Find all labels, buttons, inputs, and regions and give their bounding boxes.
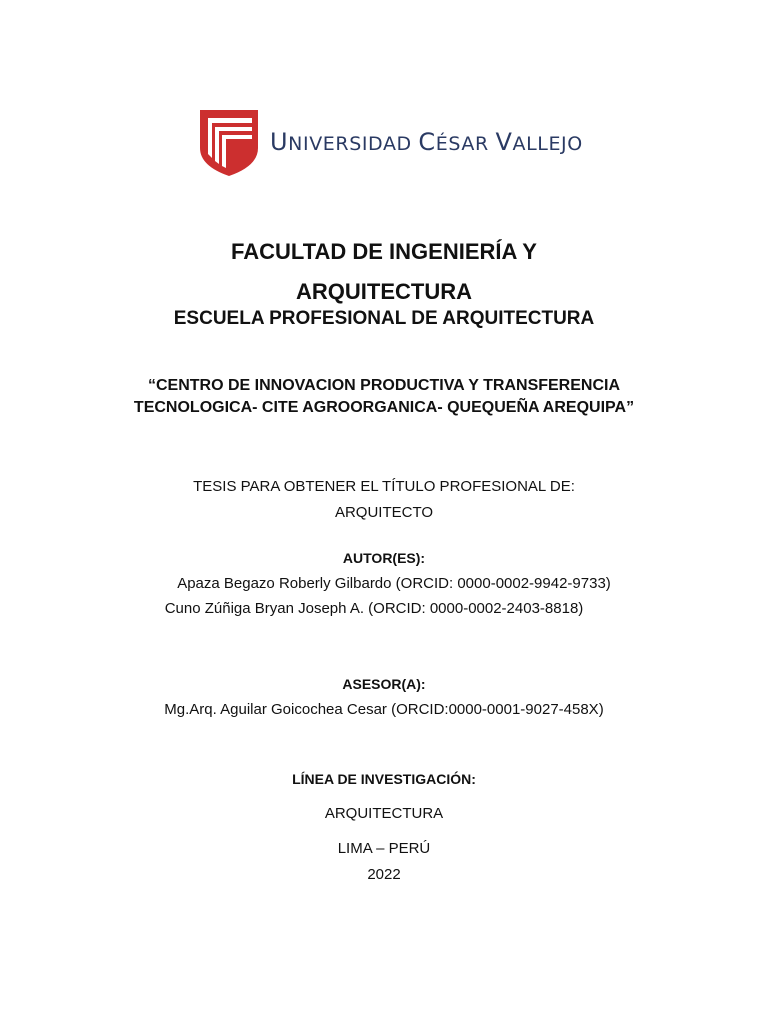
advisor-heading: ASESOR(A): <box>342 676 426 692</box>
school-heading: ESCUELA PROFESIONAL DE ARQUITECTURA <box>173 308 595 329</box>
faculty-heading <box>0 232 768 312</box>
university-logo <box>198 108 628 180</box>
thesis-title: “CENTRO DE INNOVACION PRODUCTIVA Y TRANSFERENCIA TECNOLOGICA- CITE AGROORGANICA- QUEQUEÑA AREQUIPA” <box>133 377 635 416</box>
author-item: Apaza Begazo Roberly Gilbardo (ORCID: 0000-0002-9942-9733) <box>177 575 611 592</box>
advisor-name: Mg.Arq. Aguilar Goicochea Cesar (ORCID:0000-0001-9027-458X) <box>164 701 604 718</box>
faculty-line-2: ARQUITECTURA <box>296 279 472 304</box>
degree-line-2: ARQUITECTO <box>334 504 434 521</box>
faculty-line-1: FACULTAD DE INGENIERÍA Y <box>231 239 537 264</box>
author-item: Cuno Zúñiga Bryan Joseph A. (ORCID: 0000-0002-2403-8818) <box>164 600 584 617</box>
research-line-heading: LÍNEA DE INVESTIGACIÓN: <box>292 771 476 787</box>
university-name: UNIVERSIDAD CÉSAR VALLEJO <box>270 128 583 156</box>
year-text: 2022 <box>367 866 401 883</box>
place-text: LIMA – PERÚ <box>337 840 431 857</box>
authors-heading: AUTOR(ES): <box>342 550 426 566</box>
degree-statement <box>0 474 768 526</box>
research-line-value: ARQUITECTURA <box>324 805 444 822</box>
crest-icon <box>198 108 260 178</box>
degree-line-1: TESIS PARA OBTENER EL TÍTULO PROFESIONAL DE: <box>193 478 575 495</box>
